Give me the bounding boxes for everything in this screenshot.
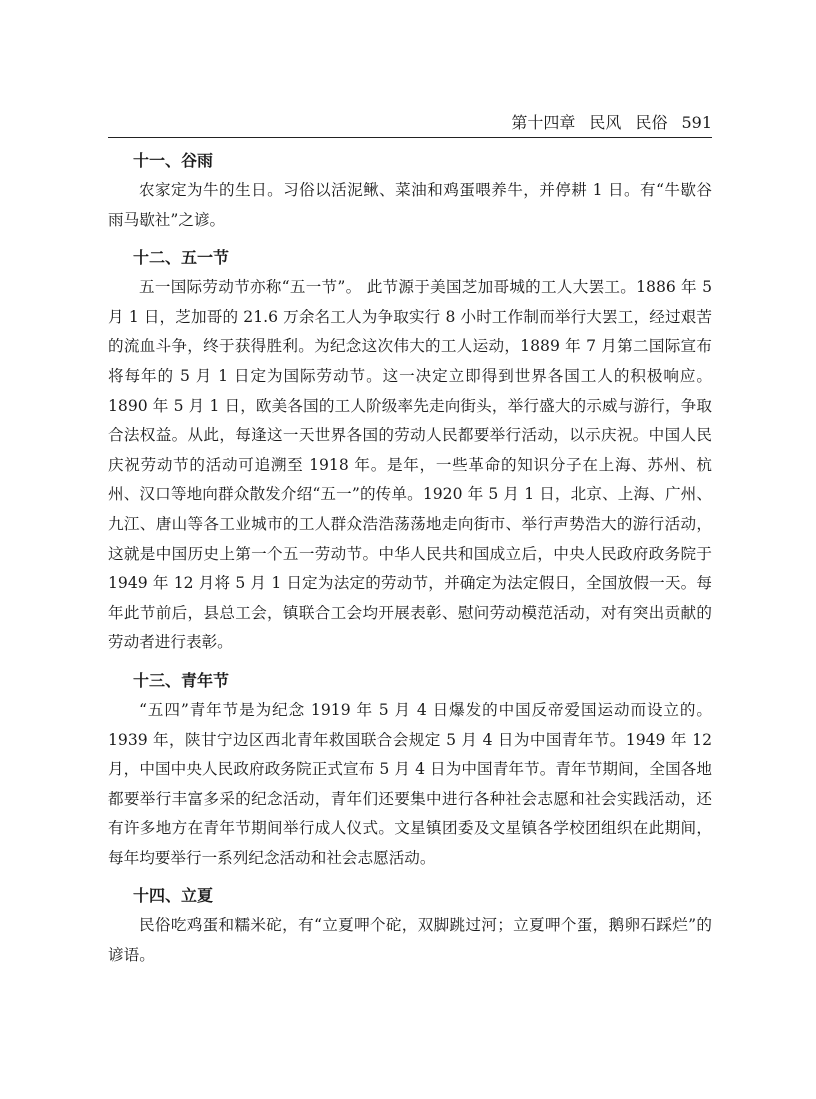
section-title: 十一、谷雨 [133,151,214,170]
page-content [108,150,712,983]
section-youth-day [108,670,712,874]
section-title: 十四、立夏 [133,886,214,906]
section-guyu [108,150,712,235]
section-body: 农家定为牛的生日。习俗以活泥鳅、菜油和鸡蛋喂养牛，并停耕 1 日。有“牛歇谷雨马歇社”之谚。 [108,181,712,229]
section-body: 五一国际劳动节亦称“五一节”。 此节源于美国芝加哥城的工人大罢工。1886 年 5 月 1 日，芝加哥的 21.6 万余名工人为争取实行 8 小时工作制而举行大罢工，经过艰苦的流血斗争，终于获得胜利。为纪念这次伟大的工人运动，1889 年 7 月第二国际宣布将每年的 5 月 1 日定为国际劳动节。这一决定立即得到世界各国工人的积极响应。1890 年 5 月 1 日，欧美各国的工人阶级率先走向街头，举行盛大的示威与游行，争取合法权益。从此，每逢这一天世界各国的劳动人民都要举行活动，以示庆祝。中国人民庆祝劳动节的活动可追溯至 1918 年。是年，一些革命的知识分子在上海、苏州、杭州、汉口等地向群众散发介绍“五一”的传单。1920 年 5 月 1 日，北京、上海、广州、九江、唐山等各工业城市的工人群众浩浩荡荡地走向街市、举行声势浩大的游行活动，这就是中国历史上第一个五一劳动节。中华人民共和国成立后，中央人民政府政务院于 1949 年 12 月将 5 月 1 日定为法定的劳动节，并确定为法定假日，全国放假一天。每年此节前后，县总工会，镇联合工会均开展表彰、慰问劳动模范活动，对有突出贡献的劳动者进行表彰。 [108,278,712,652]
section-title: 十二、五一节 [133,248,230,268]
header-divider [108,137,712,138]
section-body: 民俗吃鸡蛋和糯米砣，有“立夏呷个砣，双脚跳过河；立夏呷个蛋，鹅卵石踩烂”的谚语。 [108,916,712,965]
chapter-label: 第十四章 [511,113,576,132]
section-title: 十三、青年节 [133,670,230,690]
section-body: “五四”青年节是为纪念 1919 年 5 月 4 日爆发的中国反帝爱国运动而设立的。1939 年，陕甘宁边区西北青年救国联合会规定 5 月 4 日为中国青年节。1949 年 12 月，中国中央人民政府政务院正式宣布 5 月 4 日为中国青年节。青年节期间，全国各地都要举行丰富多采的纪念活动，青年们还要集中进行各种社会志愿和社会实践活动，还有许多地方在青年节期间举行成人仪式。文星镇团委及文星镇各学校团组织在此期间，每年均要举行一系列纪念活动和社会志愿活动。 [108,700,712,867]
page-number: 591 [681,113,712,132]
section-lixia [108,885,712,970]
section-labor-day [108,247,712,658]
chapter-topic-2: 民俗 [635,113,668,132]
chapter-topic-1: 民风 [589,113,622,132]
running-header [108,113,712,133]
